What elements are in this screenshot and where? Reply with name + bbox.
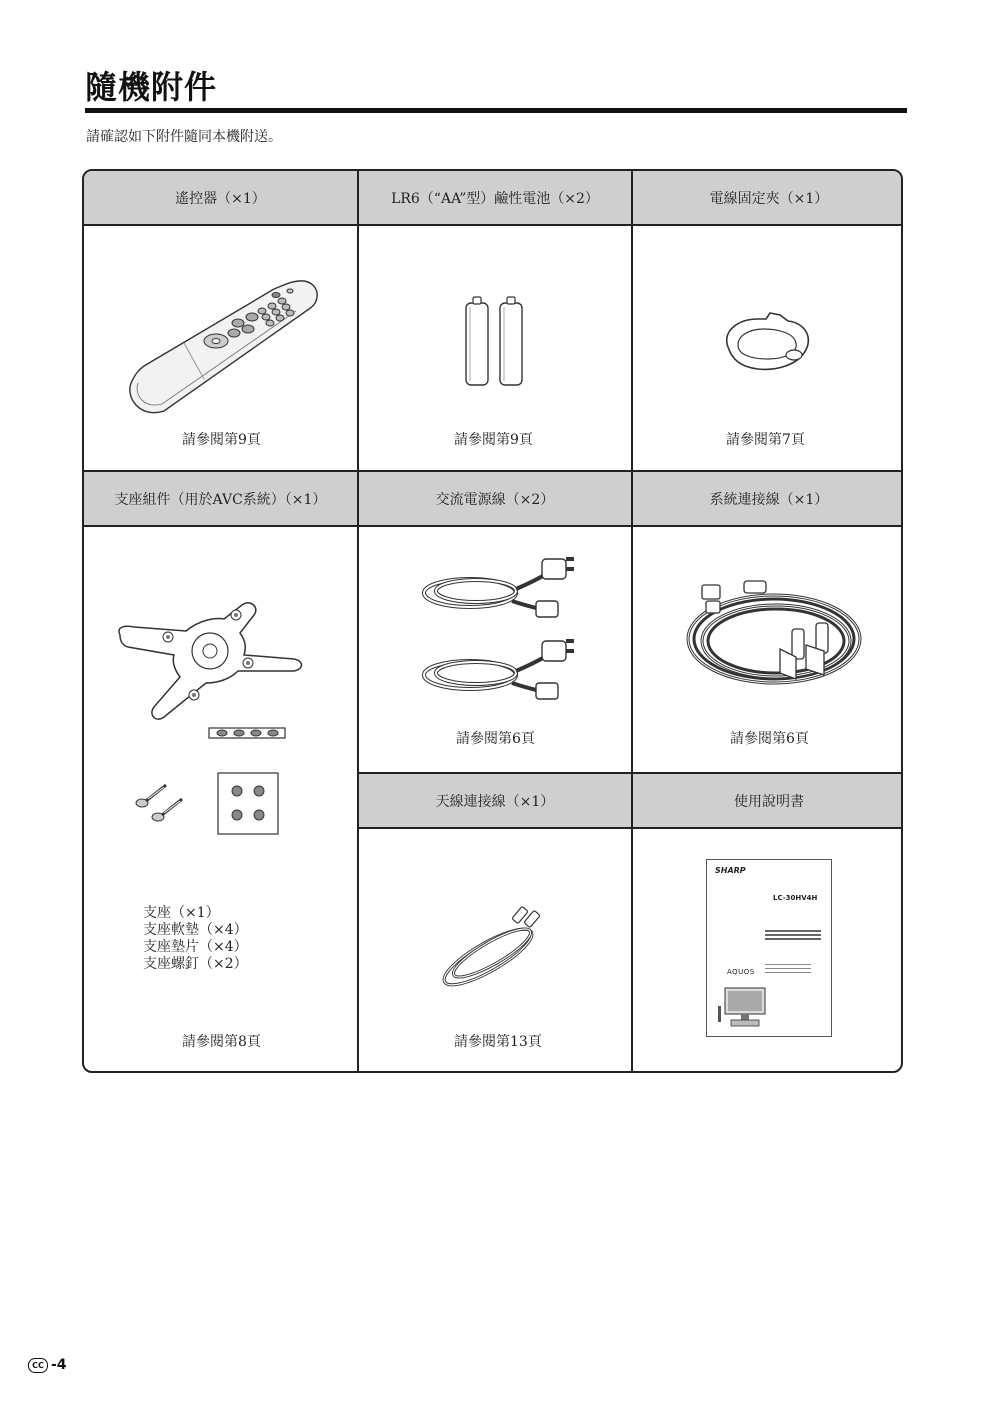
header-system-cable: 系統連接線（×1） [633, 472, 903, 527]
accessories-table [82, 169, 903, 1073]
region-badge: CC [28, 1358, 48, 1373]
remote-control-illustration [124, 271, 324, 421]
ref-batteries: 請參閱第9頁 [454, 432, 533, 448]
manual-model: LC-30HV4H [773, 894, 818, 902]
header-ac-cord: 交流電源線（×2） [359, 472, 631, 527]
batteries-illustration [462, 293, 532, 388]
ref-system-cable: 請參閱第6頁 [730, 731, 809, 747]
page-number: -4 [51, 1357, 67, 1373]
ref-stand: 請參閱第8頁 [182, 1034, 261, 1050]
column-divider [357, 171, 359, 1073]
manual-stripe [765, 968, 811, 969]
header-antenna-cable: 天線連接線（×1） [359, 774, 631, 829]
stand-line: 支座螺釘（×2） [143, 956, 248, 972]
manual-brand: SHARP [715, 866, 746, 875]
ac-cord-illustration [420, 553, 580, 623]
ac-cord-illustration [420, 635, 580, 705]
manual-logo: AQUOS [727, 968, 755, 976]
stand-component-list [143, 905, 248, 973]
stand-line: 支座軟墊（×4） [143, 922, 248, 938]
cable-clamp-illustration [718, 309, 818, 379]
title-rule [85, 108, 907, 113]
header-stand: 支座組件（用於AVC系統）（×1） [84, 472, 357, 527]
ref-antenna-cable: 請參閱第13頁 [454, 1034, 542, 1050]
header-batteries: LR6（“AA”型）鹼性電池（×2） [359, 171, 631, 226]
manual-stripe [765, 938, 821, 940]
manual-stripe [765, 964, 811, 965]
stand-screws-illustration [132, 779, 192, 829]
stand-base-illustration [114, 597, 304, 727]
manual-stripe [765, 930, 821, 932]
ref-cable-clamp: 請參閱第7頁 [726, 432, 805, 448]
manual-stripe [765, 972, 811, 973]
ref-remote: 請參閱第9頁 [182, 432, 261, 448]
stand-line: 支座墊片（×4） [143, 939, 248, 955]
header-remote: 遙控器（×1） [84, 171, 357, 226]
column-divider [631, 171, 633, 1073]
stand-pads-illustration [217, 772, 279, 835]
page-title: 隨機附件 [85, 68, 218, 106]
system-cable-illustration [684, 579, 864, 699]
page-footer [28, 1357, 67, 1373]
intro-text: 請確認如下附件隨同本機附送。 [86, 129, 282, 145]
stand-line: 支座（×1） [143, 905, 220, 921]
manual-stripe [765, 934, 821, 936]
antenna-cable-illustration [438, 901, 558, 991]
stand-spacers-illustration [208, 727, 286, 739]
ref-ac-cord: 請參閱第6頁 [456, 731, 535, 747]
header-manual: 使用說明書 [633, 774, 903, 829]
header-cable-clamp: 電線固定夾（×1） [633, 171, 903, 226]
tv-illustration [717, 986, 777, 1031]
manual-cover [706, 859, 832, 1037]
